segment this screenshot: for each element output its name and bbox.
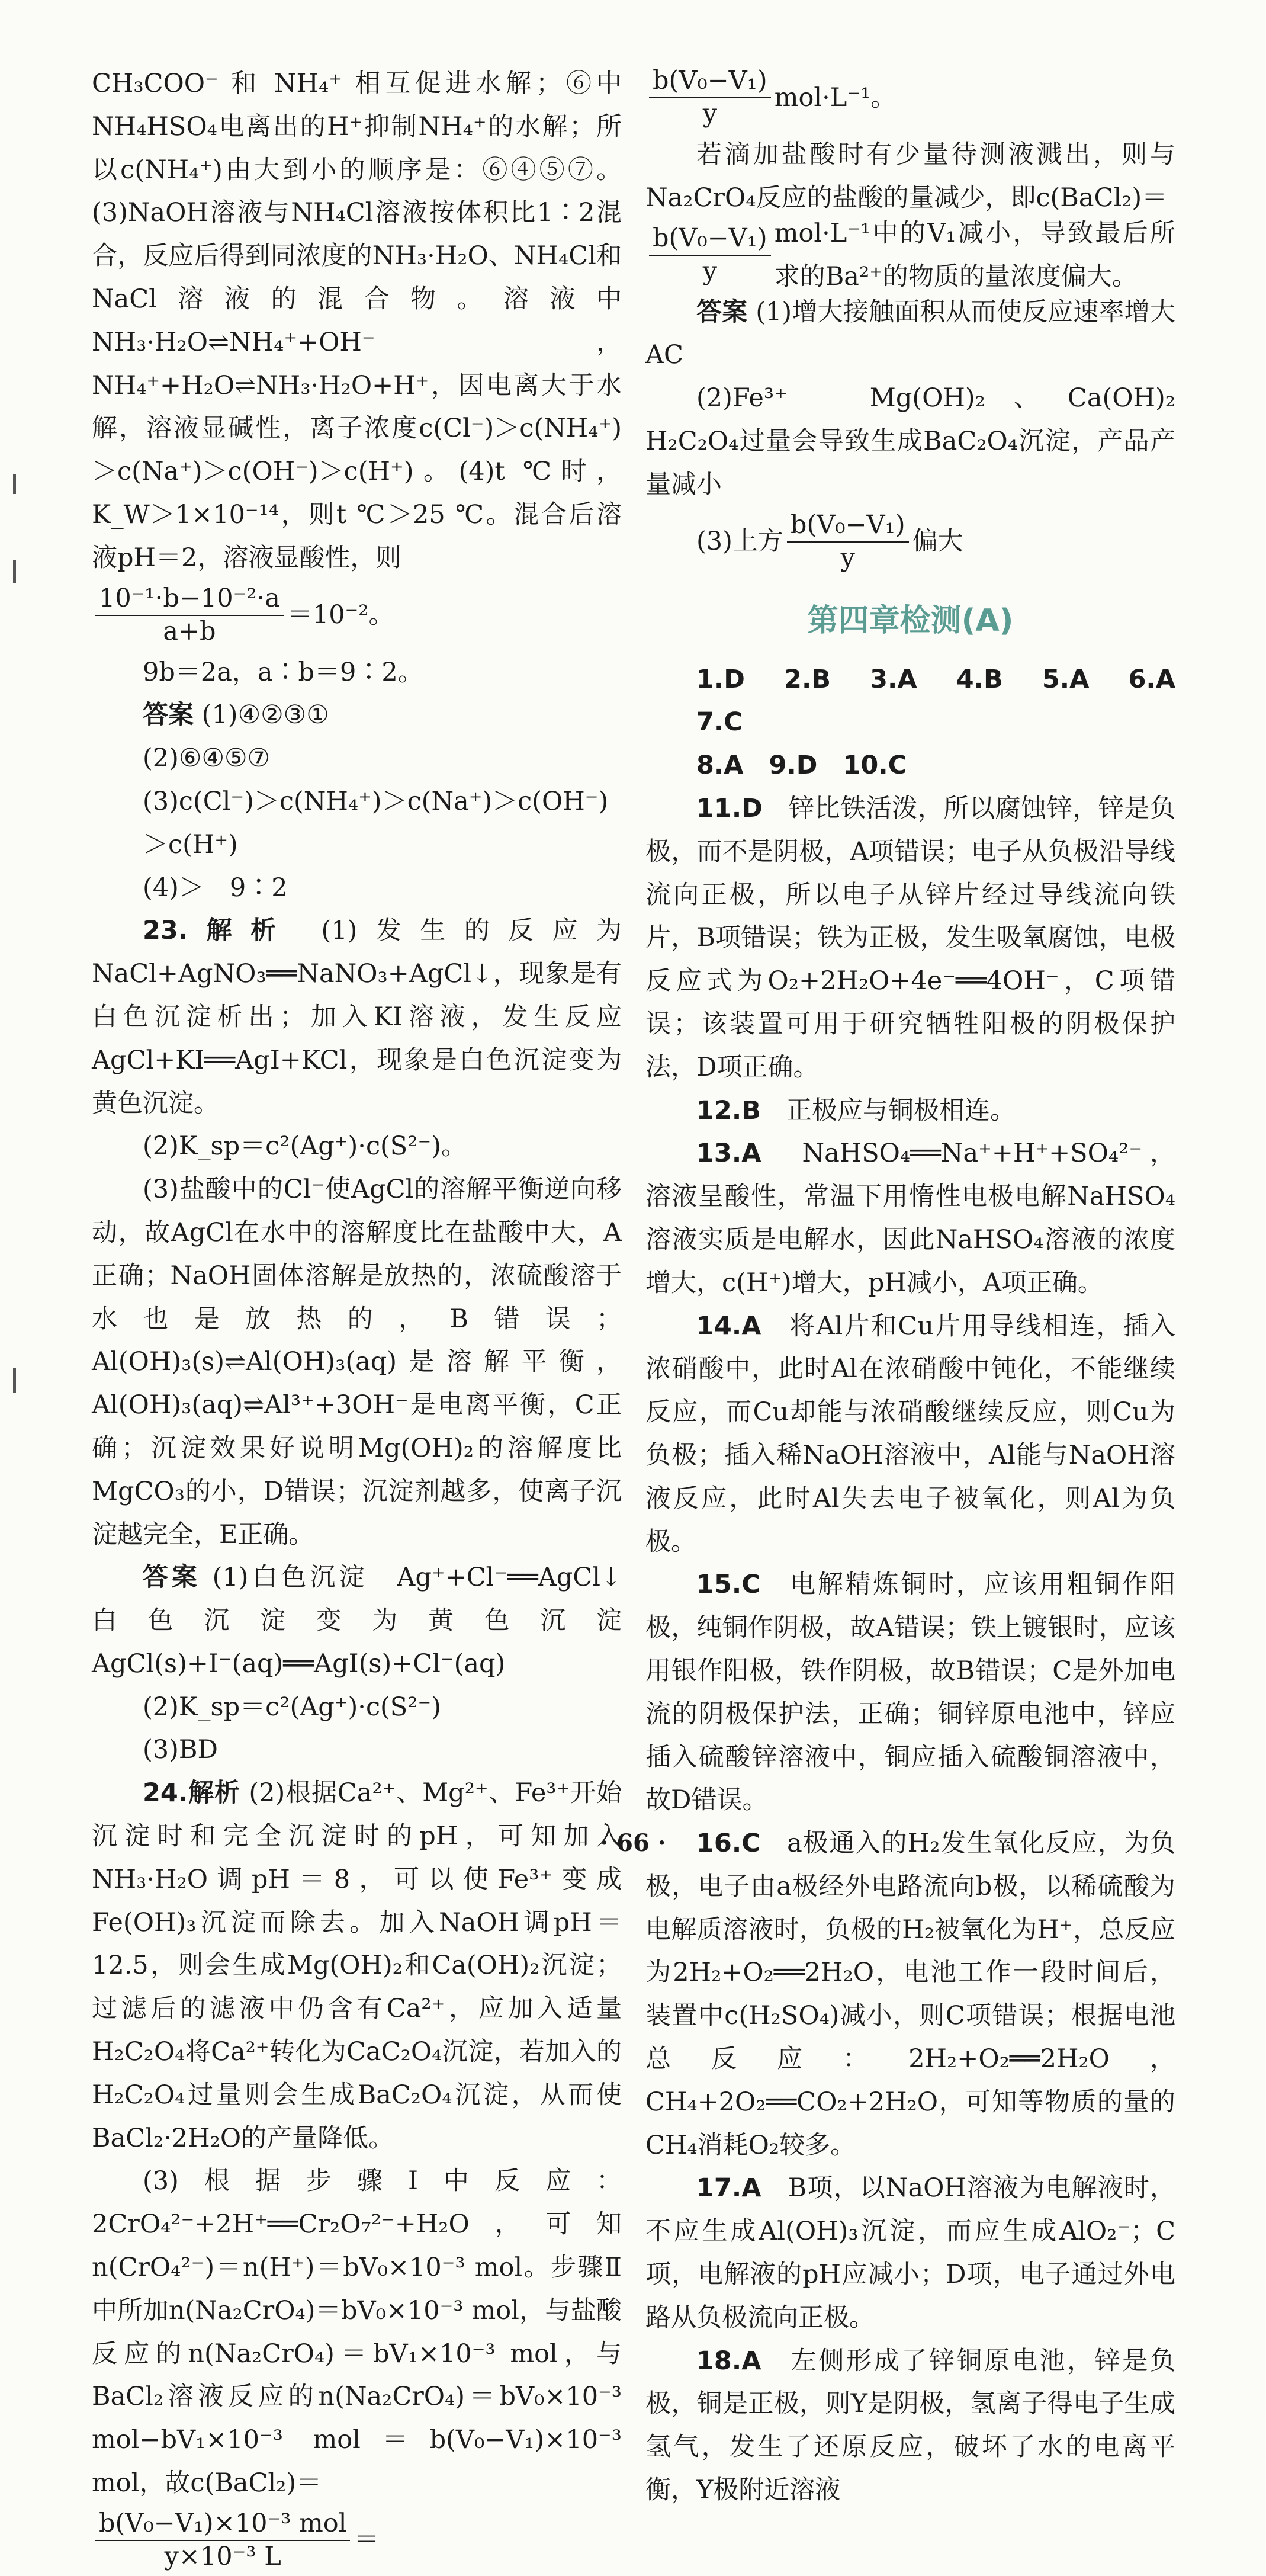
text-paragraph bbox=[92, 651, 622, 694]
explanation-text: 锌比铁活泼，所以腐蚀锌，锌是负极，而不是阴极，A项错误；电子从负极沿导线流向正极，所以电子从锌片经过导线流向铁片，B项错误；铁为正极，发生吸氧腐蚀，电极反应式为O₂+2H₂O+4e⁻══4OH⁻，C项错误；该装置可用于研究牺牲阳极的阴极保护法，D项正确。 bbox=[645, 793, 1176, 1082]
paragraph-text: (3)盐酸中的Cl⁻使AgCl的溶解平衡逆向移动，故AgCl在水中的溶解度比在盐酸中大，A正确；NaOH固体溶解是放热的，浓硫酸溶于水也是放热的，B错误；Al(OH)₃(s)⇌Al(OH)₃(aq)是溶解平衡，Al(OH)₃(aq)⇌Al³⁺+3OH⁻是电离平衡，C正确；沉淀效果好说明Mg(OH)₂的溶解度比MgCO₃的小，D错误；沉淀剂越多，使离子沉淀越完全，E正确。 bbox=[92, 1175, 622, 1550]
question-explanation bbox=[645, 1089, 1175, 1133]
text-paragraph bbox=[645, 133, 1175, 220]
fraction-denominator: a+b bbox=[163, 616, 216, 646]
text-paragraph bbox=[92, 1125, 622, 1168]
answer-line bbox=[92, 1728, 622, 1772]
answer-label: 答案 bbox=[143, 700, 194, 730]
text-paragraph bbox=[92, 62, 622, 580]
paragraph-text: (3)根据步骤Ⅰ中反应：2CrO₄²⁻+2H⁺══Cr₂O₇²⁻+H₂O，可知n(CrO₄²⁻)＝n(H⁺)＝bV₀×10⁻³ mol。步骤Ⅱ中所加n(Na₂CrO₄)＝bV₀×10⁻³ mol，与盐酸反应的n(Na₂CrO₄)＝bV₁×10⁻³ mol，与BaCl₂溶液反应的n(Na₂CrO₄)＝bV₀×10⁻³ mol−bV₁×10⁻³ mol＝b(V₀−V₁)×10⁻³ mol，故c(BaCl₂)＝ bbox=[92, 2166, 622, 2498]
explanation-text: 将Al片和Cu片用导线相连，插入浓硝酸中，此时Al在浓硝酸中钝化，不能继续反应，而Cu却能与浓硝酸继续反应，则Cu为负极；插入稀NaOH溶液中，Al能与NaOH溶液反应，此时Al失去电子被氧化，则Al为负极。 bbox=[645, 1311, 1175, 1557]
fraction-numerator: b(V₀−V₁) bbox=[649, 65, 771, 98]
answer-line bbox=[92, 694, 622, 737]
spacer bbox=[763, 794, 789, 823]
answer-text: (1)白色沉淀 Ag⁺+Cl⁻══AgCl↓ 白色沉淀变为黄色沉淀 AgCl(s)+I⁻(aq)══AgI(s)+Cl⁻(aq) bbox=[92, 1563, 647, 1679]
fraction-numerator: b(V₀−V₁)×10⁻³ mol bbox=[95, 2508, 350, 2541]
spacer bbox=[760, 1570, 791, 1599]
question-answer: D bbox=[741, 793, 763, 823]
answer-text: (1)增大接触面积从而使反应速率增大 AC bbox=[645, 297, 1201, 370]
question-explanation bbox=[645, 787, 1175, 1089]
fraction-line bbox=[645, 220, 1175, 291]
fraction-suffix: mol·L⁻¹中的V₁减小，导致最后所求的Ba²⁺的物质的量浓度偏大。 bbox=[774, 218, 1175, 291]
question-number: 23. bbox=[143, 916, 188, 946]
explanation-text: (2)根据Ca²⁺、Mg²⁺、Fe³⁺开始沉淀时和完全沉淀时的pH，可知加入NH₃·H₂O调pH＝8，可以使Fe³⁺变成Fe(OH)₃沉淀而除去。加入NaOH调pH＝12.5，则会生成Mg(OH)₂和Ca(OH)₂沉淀；过滤后的滤液中仍含有Ca²⁺，应加入适量H₂C₂O₄将Ca²⁺转化为CaC₂O₄沉淀，若加入的H₂C₂O₄过量则会生成BaC₂O₄沉淀，从而使BaCl₂·2H₂O的产量降低。 bbox=[92, 1778, 622, 2153]
explanation-text: a极通入的H₂发生氧化反应，为负极，电子由a极经外电路流向b极，以稀硫酸为电解质溶液时，负极的H₂被氧化为H⁺，总反应为2H₂+O₂══2H₂O，电池工作一段时间后，装置中c(H₂SO₄)减小，则C项错误；根据电池总反应：2H₂+O₂══2H₂O，CH₄+2O₂══CO₂+2H₂O，可知等物质的量的CH₄消耗O₂较多。 bbox=[645, 1828, 1175, 2160]
spacer bbox=[201, 1563, 213, 1592]
explanation-label: 解析 bbox=[188, 1778, 240, 1808]
answer-text: (3)BD bbox=[143, 1735, 218, 1765]
fraction-line bbox=[645, 62, 1175, 133]
page-number: · 66 · bbox=[600, 1829, 666, 1857]
question-answer: C bbox=[741, 1828, 760, 1859]
fraction bbox=[95, 583, 284, 648]
fraction-denominator: y×10⁻³ L bbox=[164, 2541, 281, 2571]
question-answer: C bbox=[741, 1570, 760, 1600]
answer-line bbox=[92, 867, 622, 910]
fraction-denominator: y bbox=[702, 256, 717, 286]
fraction bbox=[787, 509, 909, 575]
fraction-suffix: ＝10⁻²。 bbox=[287, 600, 394, 630]
answer-line bbox=[645, 291, 1201, 377]
explanation-text: 左侧形成了锌铜原电池，锌是负极，铜是正极，则Y是阴极，氢离子得电子生成氢气，发生了还原反应，破坏了水的电离平衡，Y极附近溶液 bbox=[645, 2346, 1176, 2506]
fraction-denominator: y bbox=[840, 543, 855, 573]
spacer bbox=[747, 297, 756, 327]
fraction bbox=[649, 65, 771, 130]
fraction-numerator: b(V₀−V₁) bbox=[649, 223, 771, 256]
spacer bbox=[761, 1096, 786, 1125]
answer-line bbox=[92, 1556, 647, 1685]
answer-text: (2)K_sp＝c²(Ag⁺)·c(S²⁻) bbox=[143, 1692, 441, 1722]
question-answer: A bbox=[741, 2173, 761, 2203]
answer-text: (2)⑥④⑤⑦ bbox=[143, 743, 271, 774]
question-explanation bbox=[92, 909, 622, 1125]
fraction-numerator: b(V₀−V₁) bbox=[787, 509, 909, 543]
question-number: 15. bbox=[696, 1570, 742, 1600]
answer-label: 答案 bbox=[143, 1563, 201, 1593]
fraction-prefix: (3)上方 bbox=[696, 527, 783, 557]
question-explanation bbox=[645, 2340, 1175, 2512]
answer-line bbox=[92, 1686, 622, 1729]
spacer bbox=[194, 700, 202, 730]
fraction-denominator: y bbox=[702, 99, 717, 129]
answer-text: (3)c(Cl⁻)＞c(NH₄⁺)＞c(Na⁺)＞c(OH⁻)＞c(H⁺) bbox=[143, 786, 609, 859]
paragraph-text: (2)K_sp＝c²(Ag⁺)·c(S²⁻)。 bbox=[143, 1131, 467, 1162]
question-number: 16. bbox=[696, 1828, 742, 1859]
text-paragraph bbox=[92, 2160, 622, 2504]
scan-mark bbox=[13, 1368, 16, 1393]
spacer bbox=[294, 916, 321, 945]
right-column bbox=[645, 62, 1201, 2512]
question-answer: A bbox=[741, 2346, 761, 2376]
explanation-text: (1)发生的反应为NaCl+AgNO₃══NaNO₃+AgCl↓，现象是有白色沉淀析出；加入KI溶液，发生反应AgCl+KI══AgI+KCl，现象是白色沉淀变为黄色沉淀。 bbox=[92, 916, 622, 1118]
multiple-choice-answers: 8.A 9.D 10.C bbox=[696, 750, 907, 781]
chapter-title: 第四章检测(A) bbox=[807, 602, 1014, 639]
question-number: 13. bbox=[696, 1138, 742, 1169]
fraction-line bbox=[645, 506, 1175, 578]
answer-line bbox=[92, 737, 622, 780]
text-paragraph bbox=[645, 377, 1201, 506]
fraction-suffix: ＝ bbox=[354, 2525, 380, 2555]
explanation-text: 正极应与铜极相连。 bbox=[786, 1095, 1016, 1125]
question-explanation bbox=[645, 1563, 1175, 1822]
spacer bbox=[240, 1778, 249, 1808]
spacer bbox=[761, 2346, 791, 2376]
question-number: 14. bbox=[696, 1311, 742, 1341]
question-number: 12. bbox=[696, 1095, 742, 1125]
paragraph-text: (2)Fe³⁺ Mg(OH)₂、Ca(OH)₂ H₂C₂O₄过量会导致生成BaC₂O₄沉淀，产品产量减小 bbox=[645, 383, 1201, 499]
answer-text: (4)＞ 9∶2 bbox=[143, 872, 288, 903]
fraction bbox=[95, 2508, 350, 2573]
question-answer: A bbox=[741, 1311, 761, 1341]
answer-label: 答案 bbox=[696, 297, 748, 327]
question-number: 17. bbox=[696, 2173, 742, 2203]
question-answer: A bbox=[741, 1138, 761, 1169]
question-explanation bbox=[645, 1822, 1175, 2167]
question-number: 18. bbox=[696, 2346, 742, 2376]
fraction bbox=[649, 223, 771, 288]
scan-mark bbox=[13, 560, 16, 583]
explanation-text: B项，以NaOH溶液为电解液时，不应生成Al(OH)₃沉淀，而应生成AlO₂⁻；C项，电解液的pH应减小；D项，电子通过外电路从负极流向正极。 bbox=[645, 2173, 1175, 2333]
explanation-label: 解析 bbox=[188, 916, 295, 946]
paragraph-text: 9b＝2a，a∶b＝9∶2。 bbox=[143, 657, 423, 687]
question-explanation bbox=[645, 1305, 1175, 1564]
fraction-suffix: 偏大 bbox=[912, 527, 963, 557]
spacer bbox=[761, 1138, 802, 1168]
fraction-line bbox=[92, 580, 622, 651]
multiple-choice-answers: 1.D 2.B 3.A 4.B 5.A 6.A 7.C bbox=[696, 664, 1201, 737]
answer-line bbox=[92, 780, 622, 867]
explanation-text: NaHSO₄══Na⁺+H⁺+SO₄²⁻，溶液呈酸性，常温下用惰性电极电解NaHSO₄溶液实质是电解水，因此NaHSO₄溶液的浓度增大，c(H⁺)增大，pH减小，A项正确。 bbox=[645, 1138, 1175, 1298]
fraction-suffix: mol·L⁻¹。 bbox=[774, 82, 897, 113]
paragraph-text: CH₃COO⁻ 和 NH₄⁺ 相互促进水解；⑥中NH₄HSO₄电离出的H⁺抑制NH₄⁺的水解；所以c(NH₄⁺)由大到小的顺序是：⑥④⑤⑦。(3)NaOH溶液与NH₄Cl溶液按体积比1∶2混合，反应后得到同浓度的NH₃·H₂O、NH₄Cl和NaCl溶液的混合物。溶液中NH₃·H₂O⇌NH₄⁺+OH⁻，NH₄⁺+H₂O⇌NH₃·H₂O+H⁺，因电离大于水解，溶液显碱性，离子浓度c(Cl⁻)＞c(NH₄⁺)＞c(Na⁺)＞c(OH⁻)＞c(H⁺)。(4)t ℃时，K_W＞1×10⁻¹⁴，则t ℃＞25 ℃。混合后溶液pH＝2，溶液显酸性，则 bbox=[92, 69, 622, 573]
paragraph-text: 若滴加盐酸时有少量待测液溅出，则与Na₂CrO₄反应的盐酸的量减少，即c(BaCl₂)＝ bbox=[645, 140, 1175, 213]
answer-text: (1)④②③① bbox=[201, 700, 329, 730]
spacer bbox=[761, 2173, 788, 2203]
question-explanation bbox=[645, 1132, 1175, 1304]
question-number: 24. bbox=[143, 1778, 188, 1808]
question-number: 11. bbox=[696, 793, 742, 823]
text-paragraph bbox=[92, 1168, 622, 1556]
question-explanation bbox=[645, 2167, 1175, 2339]
question-answer: B bbox=[741, 1095, 761, 1125]
fraction-numerator: 10⁻¹·b−10⁻²·a bbox=[95, 583, 284, 616]
explanation-text: 电解精炼铜时，应该用粗铜作阳极，纯铜作阴极，故A错误；铁上镀银时，应该用银作阳极，铁作阴极，故B错误；C是外加电流的阴极保护法，正确；铜锌原电池中，锌应插入硫酸锌溶液中，铜应插入硫酸铜溶液中，故D错误。 bbox=[645, 1570, 1175, 1815]
scan-mark bbox=[13, 474, 16, 494]
fraction-line bbox=[92, 2505, 622, 2576]
spacer bbox=[761, 1311, 789, 1341]
